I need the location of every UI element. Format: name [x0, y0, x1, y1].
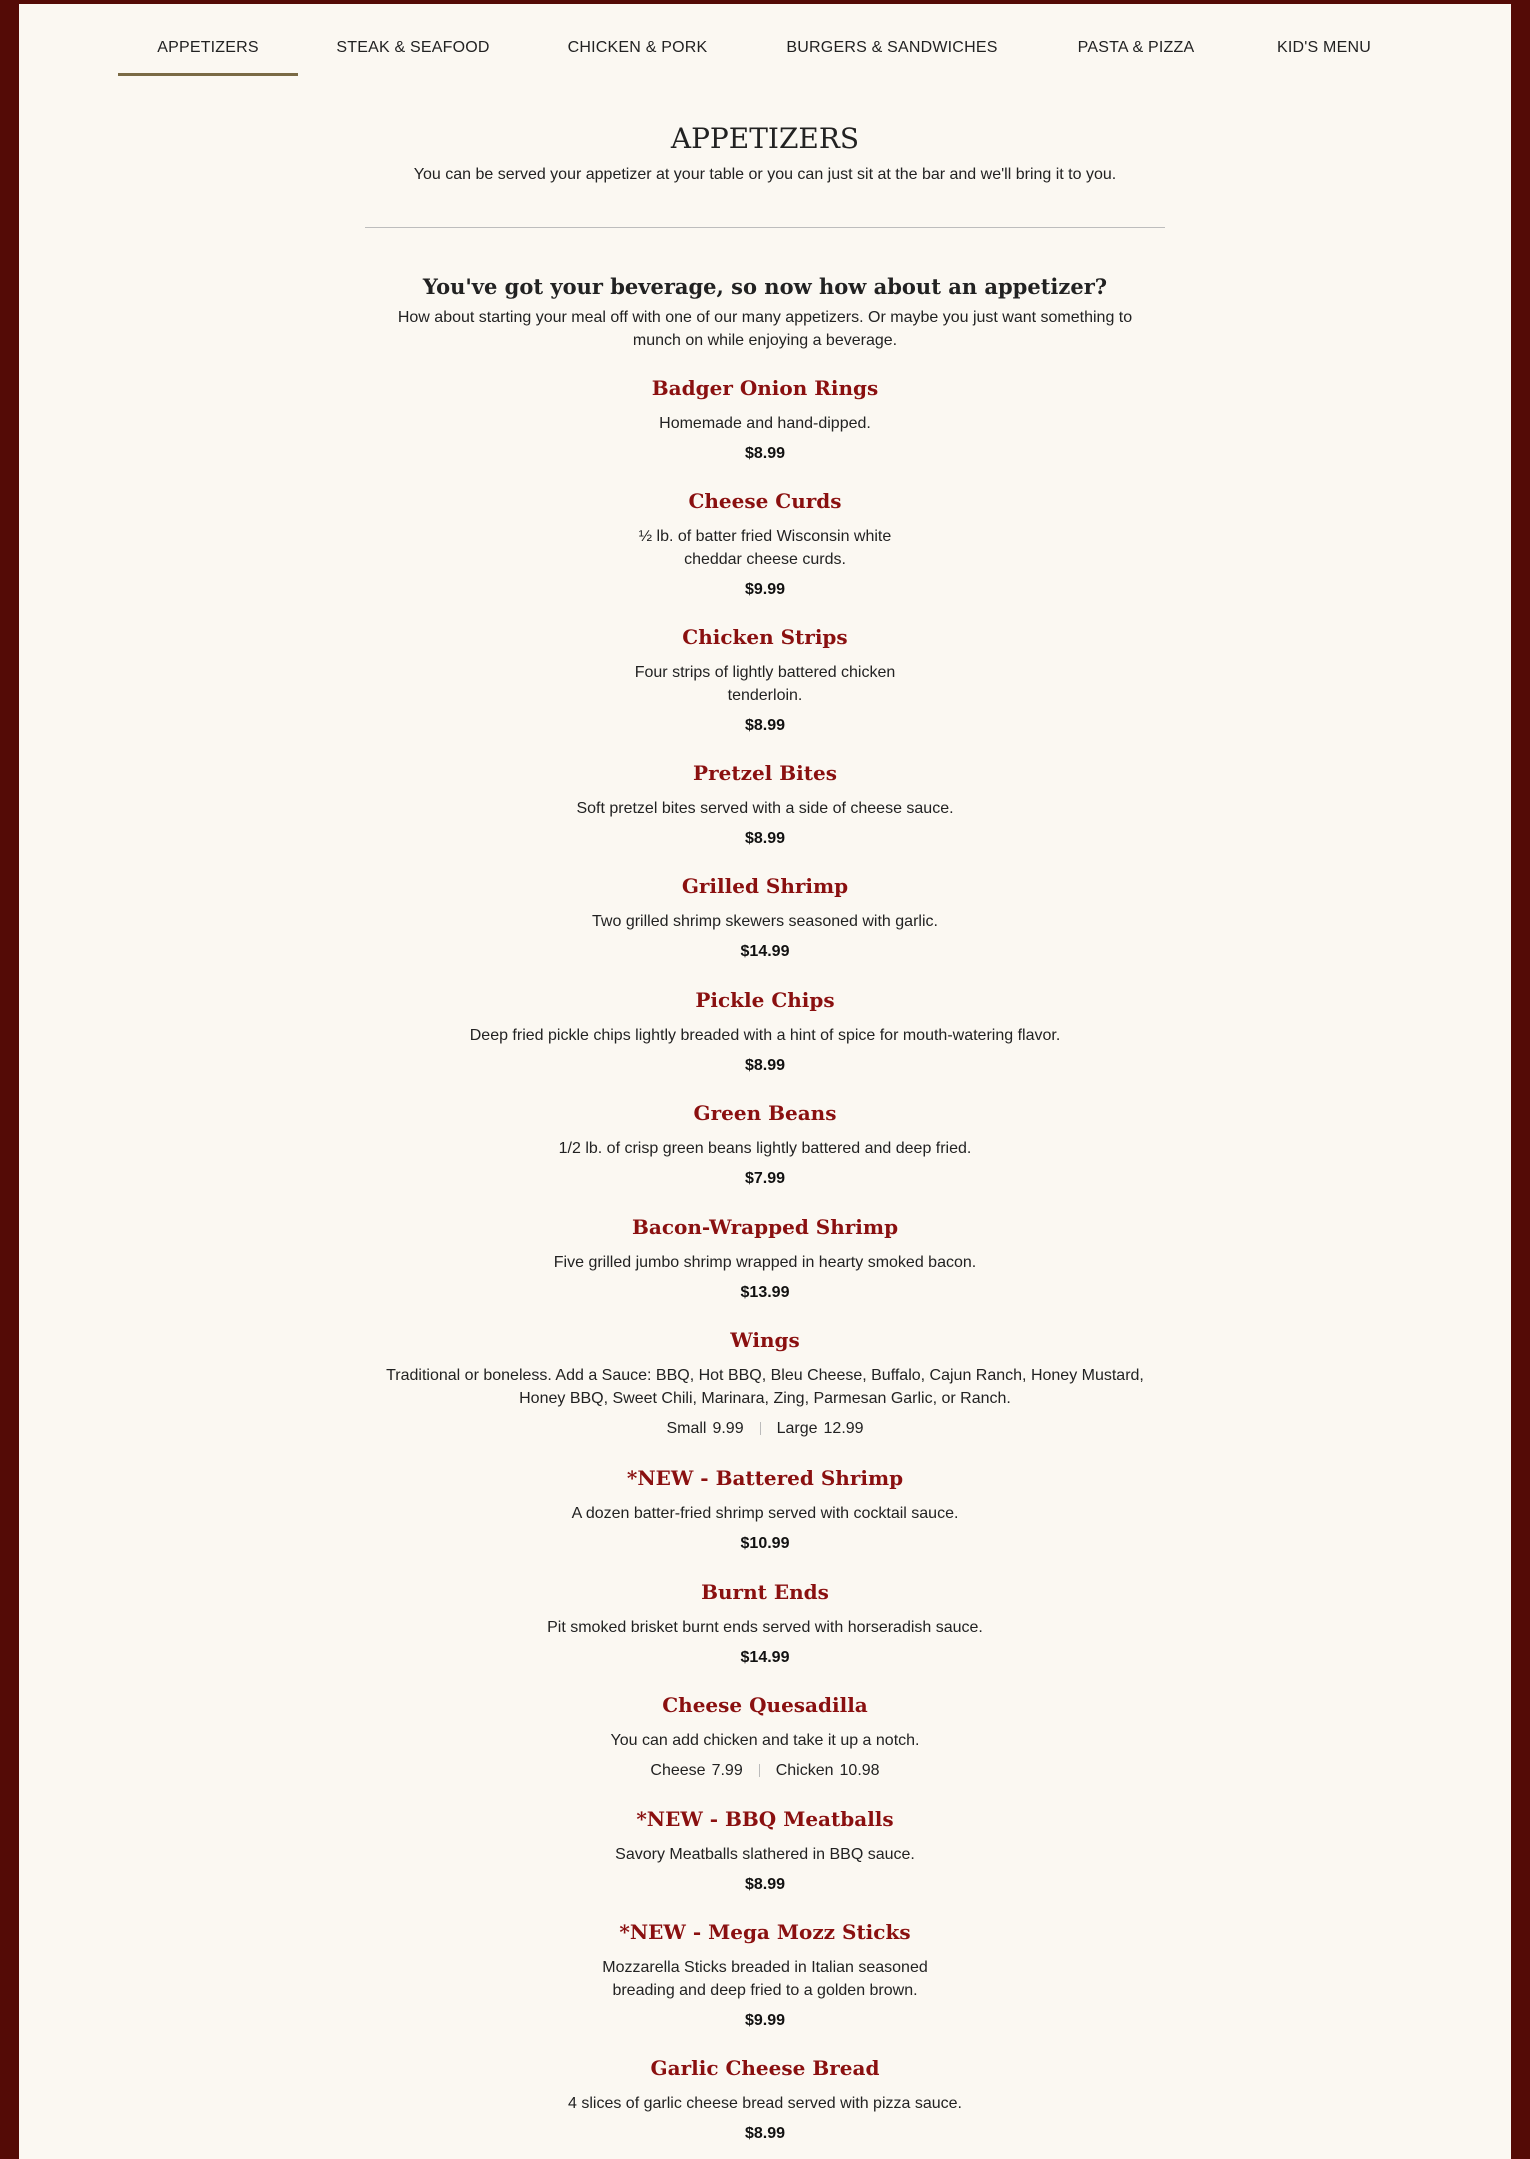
menu-item	[365, 1215, 1165, 1302]
section-divider	[365, 227, 1165, 228]
intro-text: How about starting your meal off with one of our many appetizers. Or maybe you just want something to munch on while enjoying a beverage.	[397, 309, 1133, 349]
item-description: You can add chicken and take it up a notch.	[610, 1732, 920, 1749]
item-price: $8.99	[744, 1057, 786, 1074]
menu-item	[365, 1920, 1165, 2030]
tab-burgers-sandwiches[interactable]: BURGERS & SANDWICHES	[786, 39, 998, 56]
item-price: $8.99	[744, 717, 786, 734]
size-separator	[759, 1764, 760, 1777]
item-price: $13.99	[740, 1284, 790, 1301]
menu-page	[19, 4, 1511, 2159]
size-label: Small	[666, 1420, 707, 1437]
section-subtitle: You can be served your appetizer at your table or you can just sit at the bar and we'll bring it to you.	[413, 166, 1117, 183]
size-label: Cheese	[650, 1762, 706, 1779]
item-description: Mozzarella Sticks breaded in Italian seasoned breading and deep fried to a golden brown.	[602, 1959, 928, 1999]
tab-chicken-pork[interactable]: CHICKEN & PORK	[567, 39, 708, 56]
menu-item	[365, 376, 1165, 463]
item-name: Wings	[730, 1328, 800, 1352]
item-description: Pit smoked brisket burnt ends served with horseradish sauce.	[547, 1619, 983, 1636]
section-title: APPETIZERS	[670, 122, 860, 155]
item-description: Four strips of lightly battered chicken tenderloin.	[634, 664, 896, 704]
tab-pasta-pizza[interactable]: PASTA & PIZZA	[1077, 39, 1195, 56]
intro-title: You've got your beverage, so now how about an appetizer?	[422, 274, 1108, 299]
menu-item	[365, 1693, 1165, 1780]
item-name: *NEW - Mega Mozz Sticks	[619, 1920, 911, 1944]
menu-item	[365, 489, 1165, 599]
size-price: 7.99	[711, 1762, 743, 1779]
size-price: 9.99	[712, 1420, 744, 1437]
item-size-options	[365, 1420, 1165, 1438]
item-description: Two grilled shrimp skewers seasoned with garlic.	[592, 913, 938, 930]
tab-steak-seafood[interactable]: STEAK & SEAFOOD	[336, 39, 490, 56]
item-name: Pretzel Bites	[693, 761, 837, 785]
menu-item	[365, 625, 1165, 735]
tab-appetizers[interactable]: APPETIZERS	[118, 4, 298, 76]
tab-kids-menu[interactable]: KID'S MENU	[1277, 39, 1371, 56]
category-tabs	[118, 4, 1413, 76]
item-description: Traditional or boneless. Add a Sauce: BBQ, Hot BBQ, Bleu Cheese, Buffalo, Cajun Ranch, Honey Mustard, Honey BBQ, Sweet Chili, Marinara, Zing, Parmesan Garlic, or Ranch.	[386, 1367, 1144, 1407]
item-name: Bacon-Wrapped Shrimp	[631, 1215, 899, 1239]
item-name: *NEW - BBQ Meatballs	[636, 1807, 894, 1831]
item-name: Cheese Curds	[688, 489, 842, 513]
item-description: 1/2 lb. of crisp green beans lightly battered and deep fried.	[558, 1140, 972, 1157]
item-name: Grilled Shrimp	[681, 874, 849, 898]
menu-item	[365, 1328, 1165, 1438]
size-label: Chicken	[775, 1762, 834, 1779]
item-description: A dozen batter-fried shrimp served with cocktail sauce.	[571, 1505, 959, 1522]
item-name: *NEW - Battered Shrimp	[626, 1466, 904, 1490]
item-description: 4 slices of garlic cheese bread served with pizza sauce.	[568, 2095, 962, 2112]
item-name: Green Beans	[693, 1101, 837, 1125]
size-separator	[760, 1422, 761, 1435]
menu-item	[365, 761, 1165, 848]
menu-item	[365, 874, 1165, 961]
menu-item	[365, 1580, 1165, 1667]
item-price: $8.99	[744, 445, 786, 462]
item-description: Five grilled jumbo shrimp wrapped in hearty smoked bacon.	[553, 1254, 977, 1271]
item-name: Cheese Quesadilla	[662, 1693, 868, 1717]
item-price: $8.99	[744, 830, 786, 847]
item-price: $9.99	[744, 2012, 786, 2029]
item-price: $9.99	[744, 581, 786, 598]
item-price: $8.99	[744, 2125, 786, 2142]
size-price: 10.98	[839, 1762, 880, 1779]
item-price: $7.99	[744, 1170, 786, 1187]
item-name: Chicken Strips	[682, 625, 848, 649]
item-description: Savory Meatballs slathered in BBQ sauce.	[615, 1846, 915, 1863]
item-description: ½ lb. of batter fried Wisconsin white cheddar cheese curds.	[638, 528, 892, 568]
item-description: Soft pretzel bites served with a side of cheese sauce.	[576, 800, 954, 817]
item-description: Deep fried pickle chips lightly breaded with a hint of spice for mouth-watering flavor.	[469, 1027, 1061, 1044]
item-price: $10.99	[740, 1535, 790, 1552]
menu-item	[365, 988, 1165, 1075]
menu-item	[365, 2056, 1165, 2143]
item-price: $14.99	[740, 943, 790, 960]
item-name: Burnt Ends	[701, 1580, 829, 1604]
item-description: Homemade and hand-dipped.	[659, 415, 871, 432]
item-name: Garlic Cheese Bread	[650, 2056, 880, 2080]
menu-item	[365, 1466, 1165, 1553]
item-price: $8.99	[744, 1876, 786, 1893]
item-size-options	[365, 1762, 1165, 1780]
menu-item	[365, 1807, 1165, 1894]
menu-item	[365, 1101, 1165, 1188]
item-price: $14.99	[740, 1649, 790, 1666]
item-name: Badger Onion Rings	[651, 376, 879, 400]
size-price: 12.99	[823, 1420, 864, 1437]
item-name: Pickle Chips	[695, 988, 835, 1012]
size-label: Large	[776, 1420, 818, 1437]
